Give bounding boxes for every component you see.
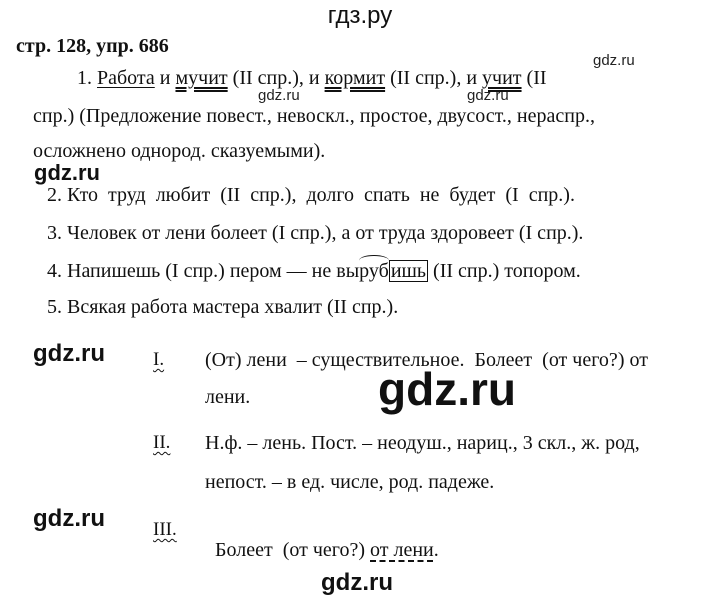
analysis-iii-label: III. <box>153 519 177 540</box>
sentence-1-number: 1. <box>77 67 92 89</box>
sentence-5: 5. Всякая работа мастера хвалит (II спр.). <box>47 296 399 318</box>
sentence-1-line-3: осложнено однород. сказуемыми). <box>33 140 326 162</box>
text-fragment: (II спр.), и <box>227 67 325 89</box>
adverbial-from-laziness: от лени <box>370 539 434 561</box>
watermark-small-3: gdz.ru <box>467 87 509 104</box>
page-reference: стр. 128, упр. 686 <box>16 35 169 57</box>
watermark-medium-1: gdz.ru <box>34 160 100 185</box>
text-fragment: (II спр.), и <box>385 67 483 89</box>
sentence-1-line-1 <box>77 68 547 88</box>
word-root: руб <box>359 260 389 282</box>
sentence-4 <box>47 260 581 282</box>
sentence-3: 3. Человек от лени болеет (I спр.), а от труда здоровеет (I спр.). <box>47 222 584 244</box>
word-ending: ишь <box>390 260 427 282</box>
text-fragment: и <box>154 67 176 89</box>
watermark-bottom: gdz.ru <box>321 569 393 596</box>
text-fragment: (II спр.) топором. <box>428 260 581 282</box>
analysis-ii-line-1: Н.ф. – лень. Пост. – неодуш., нариц., 3 скл., ж. род, <box>205 432 640 454</box>
word-prefix: вы <box>336 260 360 282</box>
text-fragment: 4. Напишешь (I спр.) пером — не <box>47 260 337 282</box>
predicate-teaches: учит <box>482 67 522 89</box>
subject-work: Работа <box>97 67 155 89</box>
watermark-small-2: gdz.ru <box>258 87 300 104</box>
analysis-ii-label: II. <box>153 432 171 453</box>
watermark-large: gdz.ru <box>378 363 516 415</box>
watermark-small-1: gdz.ru <box>593 52 635 69</box>
analysis-ii-line-2: непост. – в ед. числе, род. падеже. <box>205 471 495 493</box>
watermark-medium-2: gdz.ru <box>33 340 105 367</box>
analysis-iii-line <box>205 520 439 560</box>
watermark-medium-3: gdz.ru <box>33 505 105 532</box>
text-fragment: Болеет (от чего?) <box>215 539 371 561</box>
predicate-feeds: кормит <box>324 67 386 89</box>
predicate-torments: мучит <box>175 67 228 89</box>
text-fragment: (II <box>521 67 547 89</box>
analysis-i-line-1: (От) лени – существительное. Болеет (от чего?) от <box>205 349 648 371</box>
analysis-i-line-2: лени. <box>205 386 251 408</box>
sentence-1-line-2: спр.) (Предложение повест., невоскл., простое, двусост., нераспр., <box>33 105 595 127</box>
sentence-2: 2. Кто труд любит (II спр.), долго спать не будет (I спр.). <box>47 184 575 206</box>
analysis-i-label: I. <box>153 349 165 370</box>
text-fragment: . <box>433 539 439 561</box>
site-title: гдз.ру <box>327 2 393 29</box>
